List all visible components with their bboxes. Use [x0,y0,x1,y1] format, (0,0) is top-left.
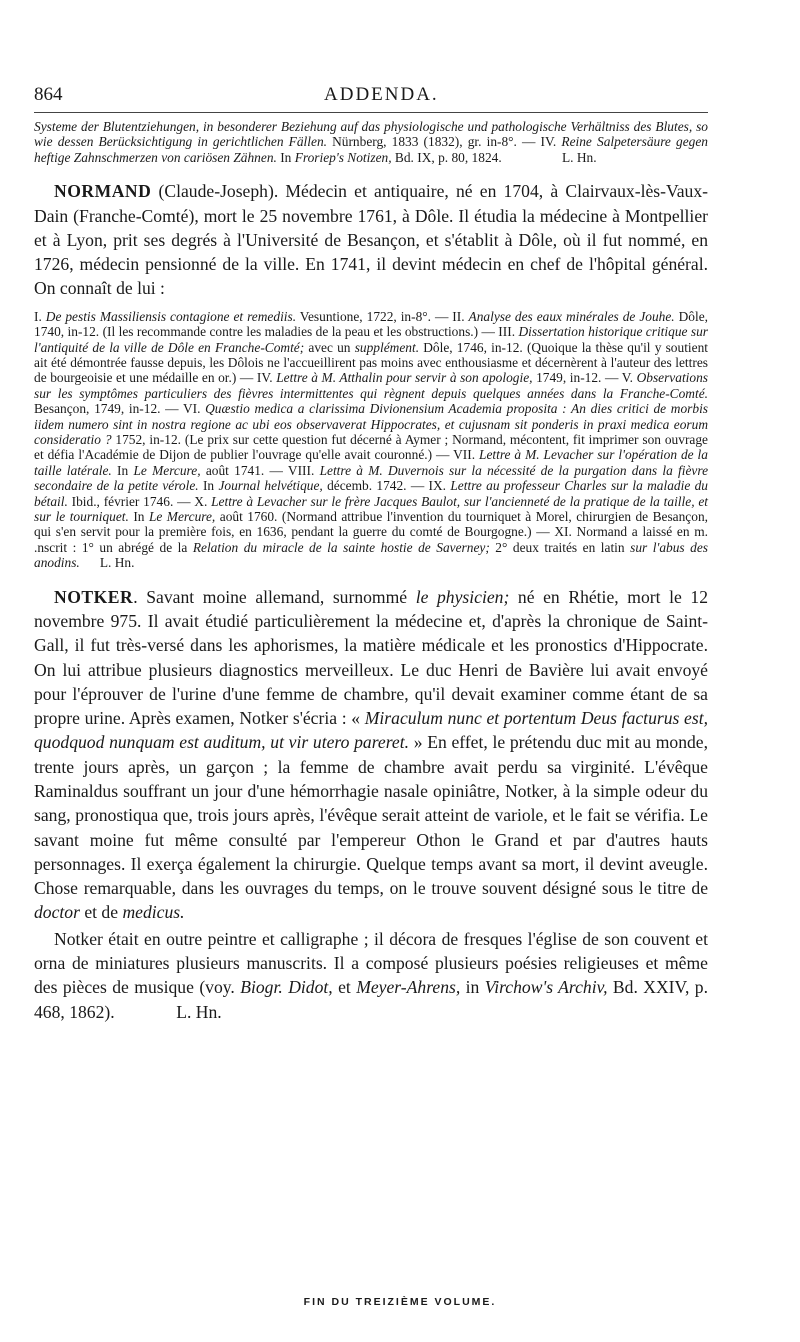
notker-p1-run: medicus. [122,902,185,923]
normand-intro-text: (Claude-Joseph). Médecin et antiquaire, né en 1704, à Clairvaux-lès-Vaux-Dain (Franche-Comté), mort le 25 novembre 1761, à Dôle. Il étudia la médecine à Montpellier et à Lyon, prit ses degrés à l'Université de Besançon, et s'établit à Dôle, où il fut nommé, en 1726, médecin pensionné de la ville. En 1741, il devint médecin en chef de l'hôpital général. On connaît de lui : [34,181,708,299]
page [34,84,708,1024]
normand-works-run: Dôle, 1740, in-12. (Il les recommande contre les maladies de la peau et les obstructions.) — III. [34,308,709,340]
normand-signature: L. Hn. [99,555,135,571]
notker-p1-run: . Savant moine allemand, surnommé [133,586,416,607]
notker-paragraph-2 [34,927,708,1024]
notker-p1-run: » En effet, le prétendu duc mit au monde, trente jours après, un garçon ; la femme de chambre avait perdu sa virginité. L'évêque Raminaldus souffrant un jour d'une hémorrhagie nasale opiniâtre, Notker, à la simple odeur du sang, pronostiqua que, trois jours après, l'évêque serait atteint de variole, et le fait se vérifia. Le savant moine fut même consulté par l'empereur Othon le Grand et par d'autres hauts personnages. Il exerça également la chirurgie. Quelque temps avant sa mort, il devint aveugle. Chose remarquable, dans les ouvrages du temps, on le trouve souvent désigné sous le titre de [34,732,708,899]
normand-works-run: Analyse des eaux minérales de Jouhe. [468,308,675,324]
normand-works-run: 2° deux traités en latin [489,539,631,555]
normand-works-run: Dissertation historique critique sur l'antiquité de la ville de Dôle en Franche-Comté; [34,324,708,355]
continued-text-4: In [276,149,295,165]
continued-entry [34,119,708,165]
normand-works-run: supplément. [354,339,420,355]
page-number: 864 [34,84,63,105]
normand-works-run: Besançon, 1749, in-12. — VI. [34,401,206,417]
normand-works-run: 1752, in-12. (Le prix sur cette question fut décerné à Aymer ; Normand, mécontent, fit imprimer son ouvrage et défia l'Académie de Dijon de publier l'ouvrage qu'elle avait couronné.) — VII. [34,431,708,463]
normand-works-run: Le Mercure, [133,462,201,478]
notker-paragraph-1 [34,585,708,925]
continued-text-6: Bd. IX, p. 80, 1824. [391,149,502,165]
notker-p2-run: Notker était en outre peintre et calligraphe ; il décora de fresques l'église de son couvent et orna de miniatures plusieurs manuscrits. Il a composé plusieurs poésies religieuses et même des pièces de musique (voy. [34,928,708,998]
end-of-volume-note: FIN DU TREIZIÈME VOLUME. [303,1296,497,1308]
notker-p2-run: Virchow's Archiv, [484,977,608,998]
normand-works-run: In [198,478,219,494]
notker-p1-text [34,587,708,923]
normand-works-run: Lettre à M. Duvernois sur la nécessité de la purgation dans la fièvre secondaire de la petite vérole. [34,462,709,494]
normand-works-run: In [111,462,134,478]
notker-p2-text [34,929,708,1022]
continued-title-1: Systeme der Blutentziehungen, in besonderer Beziehung auf das physiologische und pathologische Verhältniss des Blutes, so wie dessen Berücksichtigung in gerichtlichen Fällen. [34,119,708,150]
notker-p2-run: Bd. XXIV, p. 468, 1862). [34,977,708,1022]
notker-p2-run: Meyer-Ahrens, [356,977,461,998]
notker-p2-run: Biogr. Didot, [240,977,333,998]
notker-p1-run: doctor [34,902,80,923]
notker-p1-run: né en Rhétie, mort le 12 novembre 975. Il avait étudié particulièrement la médecine et, d'après la chronique de Saint-Gall, il fut très-versé dans les aphorismes, la matière médicale et les pronostics d'Hippocrate. On lui attribue plusieurs diagnostics merveilleux. Le duc Henri de Bavière lui avait envoyé pour l'éprouver de l'urine d'une femme de chambre, qu'il devait examiner comme étant de sa propre urine. Après examen, Notker s'écria : « [34,586,708,729]
normand-works-run: Lettre au professeur Charles sur la maladie du bétail. [34,478,708,509]
normand-works-run: In [128,508,149,524]
continued-signature: L. Hn. [561,149,597,165]
notker-p2-run: in [460,977,485,998]
normand-works-run: août 1760. (Normand attribue l'invention du tourniquet à Morel, chirurgien de Besançon, qui s'en servit pour la première fois, en 1636, pendant la guerre du comté de Bourgogne.) — XI. Normand a laissé en m. .nscrit : 1° un abrégé de la [34,508,708,555]
normand-works-run: Dôle, 1746, in-12. (Quoique la thèse qu'il y soutient ait été démontrée fausse depuis, les Dôlois ne l'accueillirent pas moins avec enthousiasme et décernèrent à l'auteur des lettres de bourgeoisie et une médaille en or.) — IV. [34,339,708,386]
notker-p1-run: et de [79,902,123,923]
normand-works-run: Quæstio medica a clarissima Divionensium Academia proposita : An dies critici de morbis iidem numero sint in nostra regione ac ubi eos observaverat Hippocrates, et cujusnam sit ponderis in praxi medica eorum consideratio ? [34,401,708,447]
continued-text-2: Nürnberg, 1833 (1832), gr. in-8°. — IV. [326,134,562,150]
continued-title-3: Reine Salpetersäure gegen heftige Zahnschmerzen von cariösen Zähnen. [34,134,708,165]
normand-works-run: décemb. 1742. — IX. [322,478,451,494]
normand-works-run: 1749, in-12. — V. [532,370,637,386]
normand-intro [34,179,708,300]
normand-works-run: Lettre à Levacher sur le frère Jacques Baulot, sur l'ancienneté de la pratique de la taille, et sur le tourniquet. [34,493,708,524]
notker-p1-run: Miraculum nunc et portentum Deus facturus est, quodquod nunquam est auditum, ut vir utero pareret. [34,708,708,753]
page-header [34,84,708,113]
notker-p2-run: et [332,977,357,998]
normand-works-run: Ibid., février 1746. — X. [67,493,212,509]
normand-works-run: avec un [304,339,355,355]
normand-works-run: Relation du miracle de la sainte hostie de Saverney; [192,539,490,555]
continued-title-5: Froriep's Notizen, [294,149,392,165]
normand-works-run: août 1741. — VIII. [200,462,320,478]
normand-works-run: I. [34,308,46,324]
normand-works-run: Lettre à M. Levacher sur l'opération de la taille latérale. [34,447,708,478]
entry-notker [34,585,708,1024]
entry-normand [34,179,708,570]
normand-works-run: Vesuntione, 1722, in-8°. — II. [296,308,469,324]
notker-p1-run: le physicien; [415,586,510,607]
normand-works-run: Le Mercure, [148,508,216,524]
normand-headword: NORMAND [54,181,152,202]
normand-works-run: sur l'abus des anodins. [34,539,708,571]
normand-works [34,309,708,571]
notker-headword: NOTKER [54,586,134,607]
notker-signature: L. Hn. [176,1001,222,1022]
normand-works-list [34,309,708,571]
normand-works-run: Observations sur les symptômes particuliers des fièvres intermittentes qui règnent depuis quelques années dans la Franche-Comté. [34,370,708,401]
normand-works-run: Lettre à M. Atthalin pour servir à son apologie, [276,370,533,386]
running-title: ADDENDA. [324,84,439,105]
normand-works-run: De pestis Massiliensis contagione et remediis. [45,308,297,324]
normand-works-run: Journal helvétique, [218,478,323,494]
